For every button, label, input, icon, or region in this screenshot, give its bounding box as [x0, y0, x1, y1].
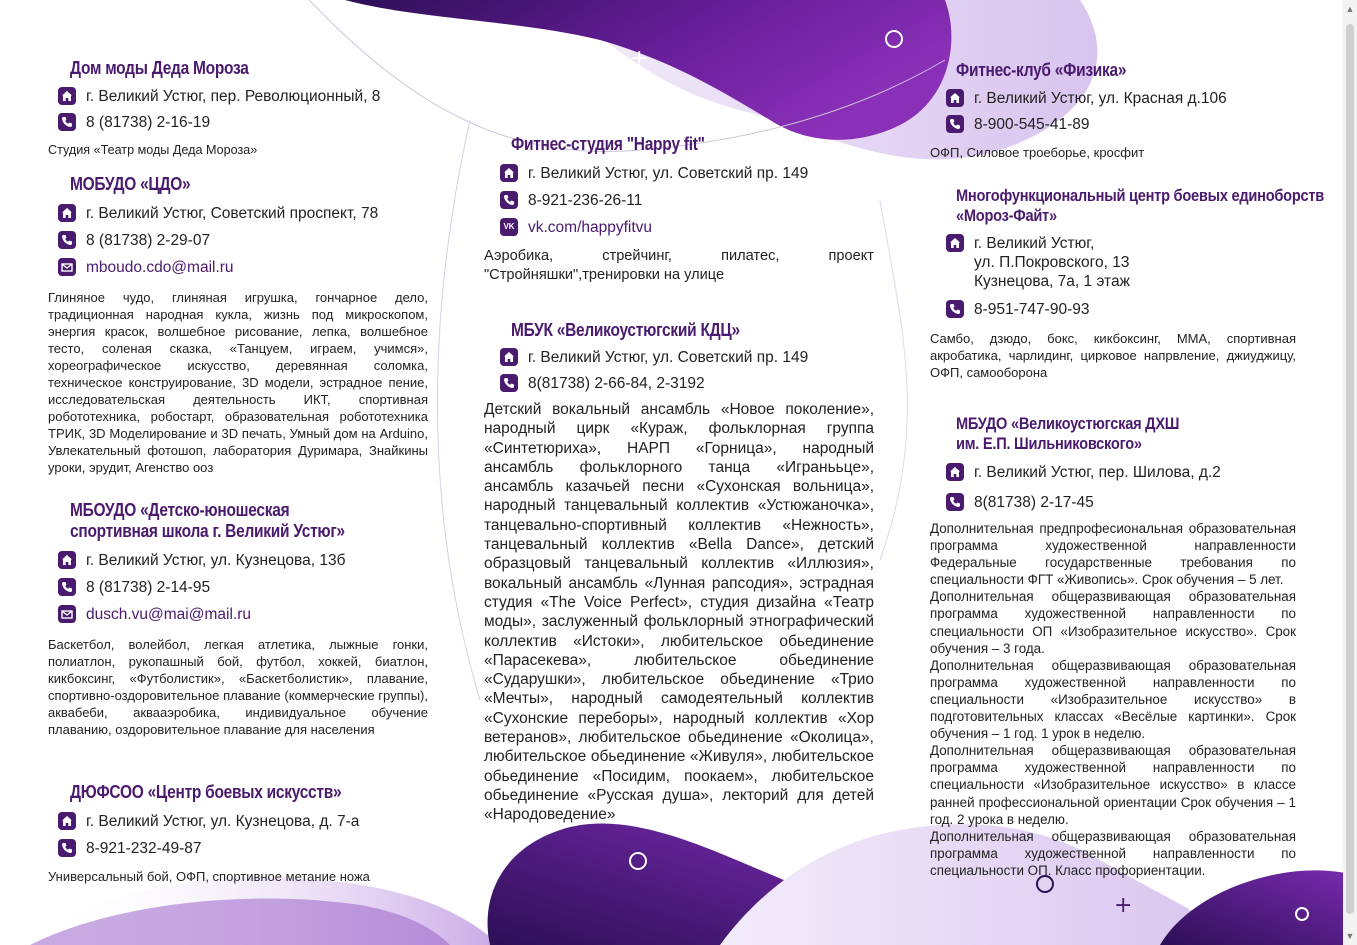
- scrollbar-thumb[interactable]: [1346, 24, 1354, 914]
- home-icon: [58, 551, 76, 569]
- phone-row: [58, 231, 428, 250]
- org-block: [930, 60, 1296, 161]
- phone-text: 8-921-236-26-11: [528, 192, 643, 209]
- phone-text: 8-900-545-41-89: [974, 116, 1090, 133]
- phone-text: 8 (81738) 2-16-19: [86, 114, 211, 131]
- home-icon: [500, 348, 518, 366]
- phone-row: [58, 113, 428, 132]
- vk-row: [500, 218, 874, 237]
- vertical-scrollbar[interactable]: [1343, 0, 1357, 945]
- address-text: г. Великий Устюг, ул. Кузнецова, д. 7-а: [86, 813, 360, 830]
- org-description: Детский вокальный ансамбль «Новое поколение», народный цирк «Кураж, фольклорная группа «Синтетюриха», НАРП «Горница», народный ансамбль фольклорного танца «Игранььце», ансамбль казачьей песни «Сухонская вольница», народный танцевальный коллектив «Устюжаночка», танцевально-спортивный коллектив «Нежность», танцевальный коллектив «Bella Dance», детский образцовый танцевальный коллектив «Иллюзия», вокальный ансамбль «Лунная рапсодия», эстрадная студия «The Voice Perfect», студия дизайна «Театр моды», заслуженный фольклорный этнографический коллектив «Истоки», любительское обьединение «Парасекева», любительское обьединение «Сударушки», любительское обьединение «Трио «Мечты», народный самодеятельный коллектив «Сухонские переборы», народный коллектив «Хор ветеранов», любительское обьединение «Околица», любительское обьединение «Живуля», любительское обьединение «Посидим, поокаем», любительское обьединение «Русская душа», лекторий для детей «Народоведение»: [484, 401, 874, 824]
- decor-line: [880, 200, 907, 560]
- address-row: [58, 812, 428, 831]
- vk-icon: VK: [500, 218, 518, 236]
- address-text: г. Великий Устюг, ул. Советский пр. 149: [528, 165, 809, 182]
- phone-icon: [500, 374, 518, 392]
- org-title: МБОУДО «Детско-юношеская спортивная школа г. Великий Устюг»: [70, 500, 345, 541]
- phone-icon: [946, 300, 964, 318]
- org-title: ДЮФСОО «Центр боевых искусств»: [70, 782, 342, 802]
- program-paragraph: Дополнительная предпрофесиональная образовательная программа художественной направленности Федеральные государственные требования по специальности ФГТ «Живопись». Срок обучения – 5 лет.: [930, 521, 1296, 588]
- address-row: [946, 463, 1296, 482]
- email-link[interactable]: dusch.vu@mai@mail.ru: [86, 606, 251, 623]
- phone-row: [500, 191, 874, 210]
- address-row: [946, 234, 1296, 291]
- decor-line: [438, 120, 481, 700]
- org-title: Фитнес-клуб «Физика»: [956, 60, 1127, 80]
- phone-row: [946, 300, 1296, 319]
- program-paragraph: Дополнительная общеразвивающая образовательная программа художественной направленности по специальности ОП. Класс профориентации.: [930, 828, 1296, 878]
- org-description: Самбо, дзюдо, бокс, кикбоксинг, ММА, спортивная акробатика, чарлидинг, цирковое напрвление, джиуджицу, ОФП, самооборона: [930, 331, 1296, 380]
- home-icon: [946, 89, 964, 107]
- org-title: Многофункциональный центр боевых единоборств «Мороз-Файт»: [956, 186, 1324, 225]
- org-block: [48, 782, 428, 885]
- phone-row: [500, 374, 874, 393]
- phone-icon: [500, 191, 518, 209]
- phone-icon: [58, 839, 76, 857]
- address-text: г. Великий Устюг, ул. Советский пр. 149: [528, 349, 809, 366]
- org-description: [930, 520, 1296, 879]
- scroll-up-icon[interactable]: ▲: [1345, 4, 1355, 14]
- address-row: [58, 204, 428, 223]
- address-text: г. Великий Устюг, ул. П.Покровского, 13 Кузнецова, 7а, 1 этаж: [974, 235, 1130, 290]
- phone-text: 8 (81738) 2-14-95: [86, 579, 211, 596]
- scroll-down-icon[interactable]: ▼: [1345, 931, 1355, 941]
- org-title: МБУК «Великоустюгский КДЦ»: [511, 320, 740, 340]
- phone-icon: [946, 493, 964, 511]
- org-block: [48, 500, 428, 738]
- phone-row: [946, 115, 1296, 134]
- home-icon: [500, 164, 518, 182]
- home-icon: [58, 812, 76, 830]
- phone-text: 8(81738) 2-17-45: [974, 494, 1094, 511]
- phone-icon: [58, 578, 76, 596]
- decor-plus: +: [630, 46, 649, 71]
- home-icon: [946, 234, 964, 252]
- org-block: [48, 174, 428, 476]
- address-row: [946, 89, 1296, 108]
- phone-icon: [58, 113, 76, 131]
- bottom-right-blob: [1160, 870, 1357, 945]
- org-description: Универсальный бой, ОФП, спортивное метание ножа: [48, 869, 370, 884]
- phone-text: 8 (81738) 2-29-07: [86, 232, 211, 249]
- phone-text: 8(81738) 2-66-84, 2-3192: [528, 375, 705, 392]
- vk-link[interactable]: vk.com/happyfitvu: [528, 219, 653, 236]
- email-row: [58, 605, 428, 624]
- org-block: [930, 414, 1296, 879]
- mail-icon: [58, 605, 76, 623]
- org-title: МБУДО «Великоустюгская ДХШ им. Е.П. Шильниковского»: [956, 414, 1180, 453]
- home-icon: [58, 87, 76, 105]
- program-paragraph: Дополнительная общеразвивающая образовательная программа художественной направленности по специальности «Изобразительное искусство» в подготовительных классах «Весёлые картинки». Срок обучения – 1 год. 1 урок в неделю.: [930, 657, 1296, 742]
- org-description: Студия «Театр моды Деда Мороза»: [48, 143, 258, 157]
- program-paragraph: Дополнительная общеразвивающая образовательная программа художественной направленности по специальности ОП «Изобразительное искусство». Срок обучения – 3 года.: [930, 589, 1296, 656]
- phone-row: [58, 839, 428, 858]
- org-title: Фитнес-студия "Happy fit": [511, 134, 705, 154]
- org-description: Баскетбол, волейбол, легкая атлетика, лыжные гонки, полиатлон, рукопашный бой, футбол, хоккей, биатлон, кикбоксинг, «Футболистик», «Баскетболистик», плавание, спортивно-оздоровительное плавание (коммерческие группы), аквабеби, аквааэробика, индивидуальное обучение плаванию, оздоровительное плавание для населения: [48, 637, 428, 737]
- address-row: [58, 87, 428, 106]
- phone-row: [946, 493, 1296, 512]
- address-text: г. Великий Устюг, пер. Революционный, 8: [86, 88, 381, 105]
- org-block: [930, 186, 1324, 381]
- phone-icon: [58, 231, 76, 249]
- phone-text: 8-921-232-49-87: [86, 840, 202, 857]
- address-row: [58, 551, 428, 570]
- address-row: [500, 348, 874, 367]
- phone-text: 8-951-747-90-93: [974, 301, 1090, 318]
- home-icon: [946, 463, 964, 481]
- org-title: МОБУДО «ЦДО»: [70, 174, 191, 194]
- email-row: [58, 258, 428, 277]
- email-link[interactable]: mboudo.cdo@mail.ru: [86, 259, 234, 276]
- org-description: ОФП, Силовое троеборье, кросфит: [930, 145, 1145, 160]
- phone-icon: [946, 115, 964, 133]
- address-text: г. Великий Устюг, Советский проспект, 78: [86, 205, 379, 222]
- home-icon: [58, 204, 76, 222]
- address-text: г. Великий Устюг, ул. Красная д.106: [974, 90, 1227, 107]
- decor-plus: +: [1114, 893, 1133, 918]
- mail-icon: [58, 258, 76, 276]
- org-description: Аэробика, стрейчинг, пилатес, проект "Стройняшки",тренировки на улице: [484, 248, 874, 284]
- program-paragraph: Дополнительная общеразвивающая образовательная программа художественной направленности по специальности «Изобразительное искусство» в классе ранней профессиональной ориентации Срок обучения – 1 год. 2 урока в неделю.: [930, 743, 1296, 827]
- org-block: [48, 58, 428, 159]
- org-block: [484, 320, 874, 825]
- address-row: [500, 164, 874, 183]
- org-description: Глиняное чудо, глиняная игрушка, гончарное дело, традиционная народная кукла, жизнь под микроскопом, энергия красок, волшебное рисование, лепка, волшебное тесто, соленая сказка, «Танцуем, играем, учимся», хореографическое искусство, деревянная соломка, техническое конструирование, 3D модели, эстрадное пение, исследовательская деятельность ИКТ, спортивная робототехника, робостарт, образовательная робототехника ТРИК, 3D Моделирование и 3D печать, Умный дом на Arduino, Увлекательный фотошоп, лаборатория Дуримара, Знайкины уроки, эрудит, Агенство оoз: [48, 290, 428, 475]
- phone-row: [58, 578, 428, 597]
- org-block: [484, 134, 874, 286]
- org-title: Дом моды Деда Мороза: [70, 58, 249, 78]
- address-text: г. Великий Устюг, ул. Кузнецова, 13б: [86, 552, 346, 569]
- address-text: г. Великий Устюг, пер. Шилова, д.2: [974, 464, 1221, 481]
